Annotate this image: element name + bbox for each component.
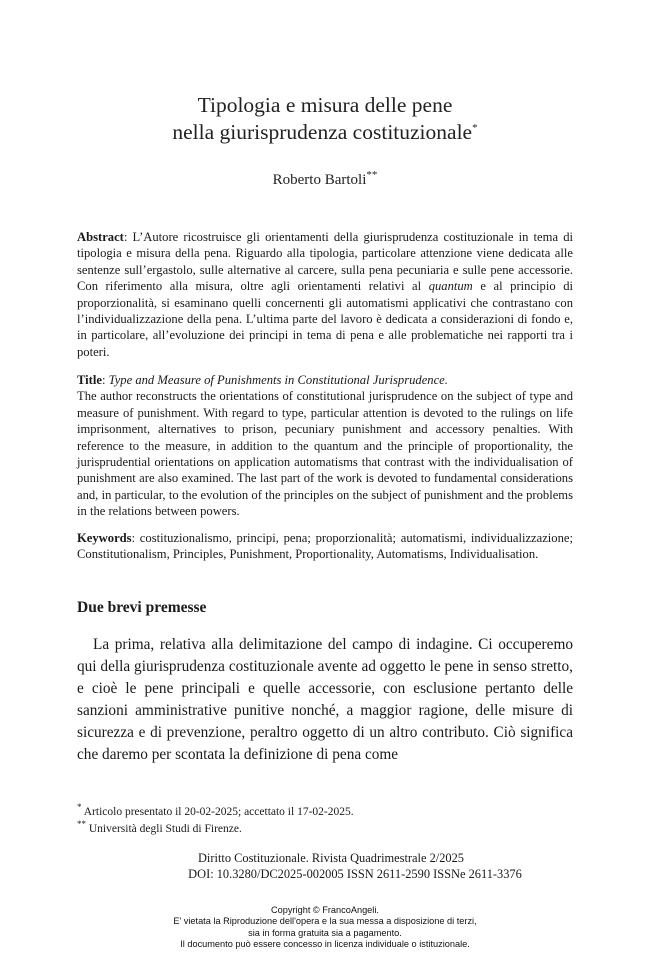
author-footnote-mark[interactable]: ** [366, 169, 378, 181]
english-title-line [77, 372, 573, 388]
abstract-text-after: e al principio di proporzionalità, si esaminano quelli concernenti gli automatismi applicativi che contrastano con l’individualizzazione della pena. L’ultima parte del lavoro è dedicata a considerazioni di fondo e, in particolare, all’evoluzione dei principi in tema di pena e alle problematiche nei rapporti tra i poteri. [77, 279, 573, 359]
english-title-colon: : [101, 373, 109, 387]
footnote-2-mark: ** [77, 819, 86, 830]
abstract-label: Abstract [77, 230, 124, 244]
footnote-2-text: Università degli Studi di Firenze. [88, 823, 242, 835]
english-title-label: Title [77, 373, 102, 387]
title-line-1: Tipologia e misura delle pene [197, 93, 453, 117]
abstract-english [77, 372, 573, 520]
abstract-italic-word: quantum [428, 279, 473, 294]
title-footnote-mark[interactable]: * [472, 121, 478, 134]
english-title-text: Type and Measure of Punishments in Constitutional Jurisprudence. [108, 373, 448, 387]
copyright-notice [0, 905, 650, 951]
abstract-text: : L’Autore ricostruisce gli orientamenti della giurisprudenza costituzionale in tema di tipologia e misura della pena. Riguardo alla tipologia, particolare attenzione viene dedicata alle sentenze sull’ergastolo, sulle alternative al carcere, sulla pena pecuniaria e sulle pene accessorie. Con riferimento alla misura, oltre agli orientamenti relativi al [77, 230, 573, 294]
section-heading: Due brevi premesse [77, 599, 207, 616]
journal-info [0, 850, 650, 882]
english-abstract-text: The author reconstructs the orientations of constitutional jurisprudence on the subject of type and measure of punishment. With regard to type, particular attention is devoted to the rulings on life imprisonment, alternatives to prison, pecuniary punishment and accessory penalties. With reference to the measure, in addition to the quantum and the principle of proportionality, the jurisprudential orientations on application automatisms that contrast with the individualisation of punishment are also examined. The last part of the work is devoted to fundamental considerations and, in particular, to the evolution of the principles on the subject of punishment and the problems in the relations between powers. [77, 389, 573, 519]
keywords-label: Keywords [77, 531, 132, 545]
copyright-line-1: Copyright © FrancoAngeli. [271, 905, 379, 915]
author-name-text: Roberto Bartoli [272, 172, 367, 188]
title-line-2-text: nella giurisprudenza costituzionale [172, 120, 473, 144]
body-paragraph: La prima, relativa alla delimitazione del campo di indagine. Ci occuperemo qui della giurisprudenza costituzionale avente ad oggetto le pene in senso stretto, e cioè le pene principali e quelle accessorie, con esclusione pertanto delle sanzioni amministrative punitive nonché, a maggior ragione, delle misure di sicurezza e di prevenzione, peraltro oggetto di un altro contributo. Ciò significa che daremo per scontata la definizione di pena come [77, 636, 573, 763]
footnote-1-mark: * [77, 802, 82, 813]
journal-doi: DOI: 10.3280/DC2025-002005 ISSN 2611-2590 ISSNe 2611-3376 [188, 867, 522, 881]
article-title [0, 92, 650, 146]
title-line-2 [0, 119, 650, 146]
keywords-text: : costituzionalismo, principi, pena; proporzionalità; automatismi, individualizzazione; Constitutionalism, Principles, Punishment, Proportionality, Automatisms, Individualisation. [77, 531, 573, 562]
abstract-italian [77, 229, 573, 360]
copyright-line-3: sia in forma gratuita sia a pagamento. [248, 927, 402, 938]
author-name [0, 170, 650, 190]
journal-name: Diritto Costituzionale. Rivista Quadrimestrale 2/2025 [197, 851, 464, 865]
keywords [77, 530, 573, 563]
copyright-line-2: E' vietata la Riproduzione dell'opera e la sua messa a disposizione di terzi, [173, 916, 477, 927]
footnotes [77, 804, 573, 838]
copyright-line-4: Il documento può essere concesso in licenza individuale o istituzionale. [180, 939, 470, 950]
footnote-2 [77, 821, 573, 838]
footnote-1 [77, 804, 573, 821]
footnote-1-text: Articolo presentato il 20-02-2025; accettato il 17-02-2025. [83, 806, 354, 818]
